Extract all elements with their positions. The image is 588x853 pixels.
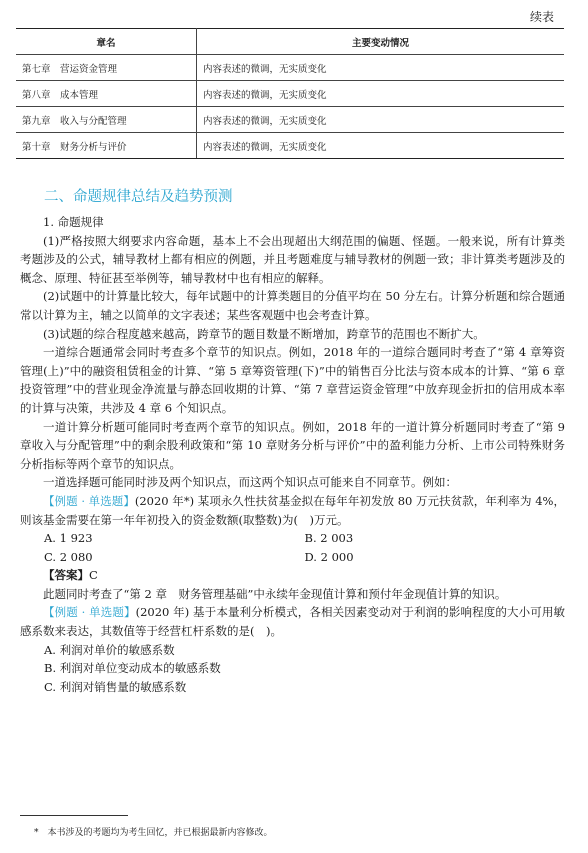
option: D. 2 000: [304, 549, 354, 564]
option: A. 1 923: [44, 531, 93, 546]
paragraph: 一道选择题可能同时涉及两个知识点，而这两个知识点可能来自不同章节。例如：: [43, 475, 457, 490]
option: B. 2 003: [304, 531, 354, 546]
option: B. 利润对单位变动成本的敏感系数: [44, 661, 221, 676]
chapter-cell: 第十章 财务分析与评价: [16, 133, 197, 159]
question-text: (2020 年) 基于本量利分析模式，各相关因素变动对于利润的影响程度的大小可用敏感系数来表达，其数值等于经营杠杆系数的是( )。: [20, 605, 566, 639]
chapter-changes-table: [16, 28, 564, 159]
paragraph: (1)严格按照大纲要求内容命题，基本上不会出现超出大纲范围的偏题、怪题。一般来说，所有计算类考题涉及的公式，辅导教材上都有相应的例题，并且考题难度与辅导教材的例题一致；非计算类考题涉及的概念、原理、特征甚至举例等，辅导教材中也有相应的解释。: [20, 233, 565, 285]
paragraph: 一道综合题通常会同时考查多个章节的知识点。例如，2018 年的一道综合题同时考查了“第 4 章筹资管理(上)”中的融资租赁租金的计算、“第 5 章筹资管理(下)”中的销售百分比法与资本成本的计算、“第 6 章投资管理”中的营业现金净流量与静态回收期的计算、“第 7 章营运资金管理”中放弃现金折扣的信用成本率的计算与决策，共涉及 4 章 6 个知识点。: [20, 345, 565, 415]
chapter-cell: 第九章 收入与分配管理: [16, 107, 197, 133]
option: A. 利润对单价的敏感系数: [44, 642, 175, 657]
continued-table-label: 续表: [529, 10, 554, 24]
paragraph: (2)试题中的计算量比较大，每年试题中的计算类题目的分值平均在 50 分左右。计算分析题和综合题通常以计算为主，辅之以简单的文字表述；某些客观题中也会考查计算。: [20, 289, 565, 322]
table-header-row: [16, 29, 564, 55]
body-text: [20, 213, 565, 696]
table-row: [16, 133, 564, 159]
subheading: 1. 命题规律: [43, 215, 104, 229]
table-row: [16, 107, 564, 133]
explanation: 此题同时考查了“第 2 章 财务管理基础”中永续年金现值计算和预付年金现值计算的知识。: [43, 586, 507, 601]
chapter-cell: 第八章 成本管理: [16, 81, 197, 107]
table-row: [16, 81, 564, 107]
change-cell: 内容表述的微调，无实质变化: [197, 55, 565, 81]
example-question: [20, 492, 565, 529]
footnote: * 本书涉及的考题均为考生回忆，并已根据最新内容修改。: [34, 828, 273, 838]
change-cell: 内容表述的微调，无实质变化: [197, 81, 565, 107]
answer-value: C: [89, 568, 98, 583]
option: C. 利润对销售量的敏感系数: [44, 679, 187, 694]
table-row: [16, 55, 564, 81]
example-tag: 【例题 · 单选题】: [43, 605, 136, 620]
change-cell: 内容表述的微调，无实质变化: [197, 133, 565, 159]
options-grid: [20, 529, 565, 566]
example-question: [20, 603, 565, 640]
footnote-divider: [20, 815, 128, 816]
answer-line: [20, 566, 565, 585]
section-title: 二、命题规律总结及趋势预测: [44, 189, 233, 205]
answer-label: 【答案】: [43, 568, 89, 583]
change-cell: 内容表述的微调，无实质变化: [197, 107, 565, 133]
example-tag: 【例题 · 单选题】: [43, 493, 135, 508]
question-text: (2020 年*) 某项永久性扶贫基金拟在每年年初发放 80 万元扶贫款，年利率为 4%，则该基金需要在第一年年初投入的资金数额(取整数)为( )万元。: [20, 493, 565, 527]
paragraph: (3)试题的综合程度越来越高，跨章节的题目数量不断增加，跨章节的范围也不断扩大。: [43, 326, 485, 341]
header-chapter: 章名: [16, 29, 197, 55]
chapter-cell: 第七章 营运资金管理: [16, 55, 197, 81]
paragraph: 一道计算分析题可能同时考查两个章节的知识点。例如，2018 年的一道计算分析题同时考查了“第 9 章收入与分配管理”中的剩余股利政策和“第 10 章财务分析与评价”中的盈利能力分析、上市公司特殊财务分析指标等两个章节的知识点。: [20, 419, 565, 471]
header-change: 主要变动情况: [197, 29, 565, 55]
option: C. 2 080: [44, 549, 93, 564]
